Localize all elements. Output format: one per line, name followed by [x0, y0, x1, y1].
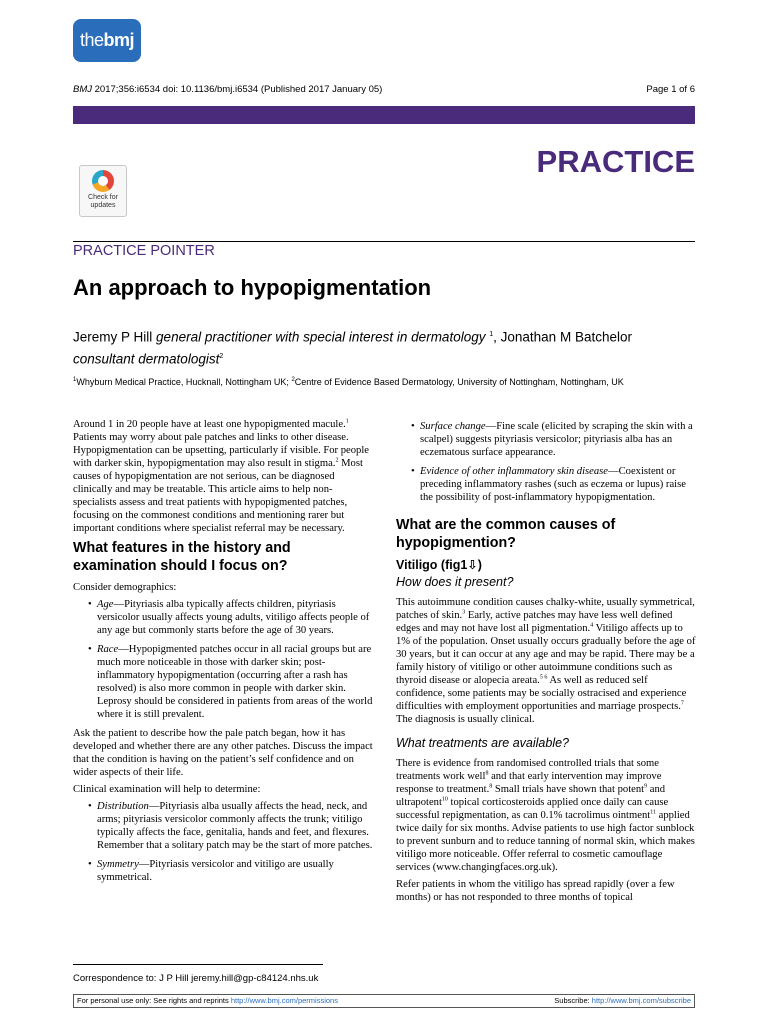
affiliations: $^1$Whyburn Medical Practice, Hucknall, Nottingham UK; $^2$Centre of Evidence Based Dermatology, University of Nottingham, Nottingham, UK [73, 377, 624, 387]
heading-history: What features in the history and examination should I focus on? [73, 540, 291, 574]
check-for-updates-badge[interactable] [79, 165, 127, 217]
paragraph: This autoimmune condition causes chalky-white, usually symmetrical, patches of skin.$^3$ Early, active patches may have less well defined edges and may not have lost all pigmentation.$^4$ Vitiligo affects up to 1% of the population. Onset usually occurs gradually before the age of 30 years, but it can occur at any age and may be rapid. There may be a family history of vitiligo or other autoimmune conditions such as thyroid disease or alopecia areata.$^{5 6}$ As well as reduced self confidence, some patients may be socially ostracised and experience difficulties with employment opportunities and marriage prospects.$^7$ The diagnosis is usually clinical. [396, 597, 696, 725]
footer-rights: For personal use only: See rights and reprints http://www.bmj.com/permissions [77, 996, 338, 1005]
list-item: • Distribution—Pityriasis alba usually affects the head, neck, and arms; pityriasis versicolor commonly affects the trunk; vitiligo typically affects the face, genitalia, hands and feet, and flexures. Remember that a solitary patch may be the start of more patches. [88, 801, 373, 851]
article-title: An approach to hypopigmentation [73, 275, 432, 300]
author-name: Jeremy P Hill [73, 329, 153, 345]
figure-link-icon[interactable]: ⇩ [467, 558, 478, 572]
subscribe-link[interactable]: http://www.bmj.com/subscribe [591, 996, 691, 1005]
heading-presentation: How does it present? [396, 575, 514, 589]
examination-list [73, 800, 375, 884]
page-footer [73, 994, 695, 1008]
right-column [396, 420, 698, 908]
examination-list-continued [396, 420, 698, 504]
divider [73, 964, 323, 965]
left-column [73, 418, 375, 890]
badge-label: Check for updates [88, 194, 118, 209]
paragraph: Refer patients in whom the vitiligo has spread rapidly (over a few months) or has not responded to three months of topical [396, 879, 675, 903]
list-item: • Surface change—Fine scale (elicited by scraping the skin with a scalpel) suggests pityriasis versicolor; pityriasis alba has an eczematous surface appearance. [411, 421, 693, 458]
author-affiliation-ref: 1 [489, 331, 494, 338]
logo-the: the [79, 30, 104, 50]
heading-treatments: What treatments are available? [396, 736, 570, 750]
author-name: , Jonathan M Batchelor [493, 329, 632, 345]
footer-subscribe: Subscribe: http://www.bmj.com/subscribe [554, 996, 691, 1005]
logo-bmj: bmj [103, 30, 135, 50]
crossmark-icon [92, 170, 114, 192]
permissions-link[interactable]: http://www.bmj.com/permissions [230, 996, 338, 1005]
bmj-logo [73, 19, 141, 62]
list-item: • Symmetry—Pityriasis versicolor and vitiligo are usually symmetrical. [88, 859, 334, 883]
list-item: • Race—Hypopigmented patches occur in all racial groups but are much more noticeable in those with darker skin; post-inflammatory hypopigmentation (occurring after a rash has resolved) is also more common in people with darker skin. Leprosy should be considered in patients from areas of the world where it is still prevalent. [88, 644, 373, 720]
author-list [73, 325, 695, 368]
article-category: PRACTICE POINTER [73, 243, 215, 259]
author-role: consultant dermatologist [73, 351, 220, 366]
page-number: Page 1 of 6 [646, 84, 695, 95]
heading-vitiligo: Vitiligo (fig1⇩) [396, 558, 482, 572]
header-bar [73, 106, 695, 124]
paragraph: Clinical examination will help to determine: [73, 784, 261, 795]
section-title: PRACTICE [536, 144, 695, 179]
author-affiliation-ref: 2 [219, 352, 224, 360]
citation-journal: BMJ [73, 84, 92, 95]
paragraph: Ask the patient to describe how the pale patch began, how it has developed and whether there are any other patches. Discuss the impact that the condition is having on the patient’s self confidence and on wider aspects of their life. [73, 728, 373, 778]
demographics-list [73, 598, 375, 721]
correspondence: Correspondence to: J P Hill jeremy.hill@gp-c84124.nhs.uk [73, 973, 319, 984]
paragraph: Consider demographics: [73, 582, 177, 593]
author-role: general practitioner with special interest in dermatology [156, 329, 486, 345]
intro-paragraph: Around 1 in 20 people have at least one hypopigmented macule.$^1$ Patients may worry about pale patches and links to other disease. Hypopigmentation can be upsetting, particularly if visible. For people with darker skin, hypopigmentation may also result in stigma.$^2$ Most causes of hypopigmentation are not serious, can be diagnosed clinically and may be treatable. This article aims to help non-specialists assess and treat patients with hypopigmented patches, focusing on the commonest conditions and mentioning rarer but important conditions where specialist referral may be necessary. [73, 418, 369, 534]
paragraph: There is evidence from randomised controlled trials that some treatments work well$^8$ and that early intervention may improve response to treatment.$^8$ Small trials have shown that potent$^9$ and ultrapotent$^{10}$ topical corticosteroids applied once daily can cause successful repigmentation, as can 0.1% tacrolimus ointment$^{11}$ applied twice daily for six months. Advise patients to use high factor sunblock to prevent sunburn and to reduce tanning of normal skin, which makes vitiligo more noticeable. Offer referral to cosmetic camouflage services (www.changingfaces.org.uk). [396, 758, 695, 873]
citation [73, 84, 382, 95]
list-item: • Age—Pityriasis alba typically affects children, pityriasis versicolor usually affects young adults, vitiligo affects people of any age but commonly starts before the age of 30 years. [88, 599, 370, 636]
list-item: • Evidence of other inflammatory skin disease—Coexistent or preceding inflammatory rashes (such as eczema or lupus) raise the possibility of post-inflammatory hypopigmentation. [411, 466, 686, 503]
citation-details: 2017;356:i6534 doi: 10.1136/bmj.i6534 (Published 2017 January 05) [92, 84, 383, 95]
divider [73, 241, 695, 242]
heading-causes: What are the common causes of hypopigmention? [396, 517, 616, 551]
